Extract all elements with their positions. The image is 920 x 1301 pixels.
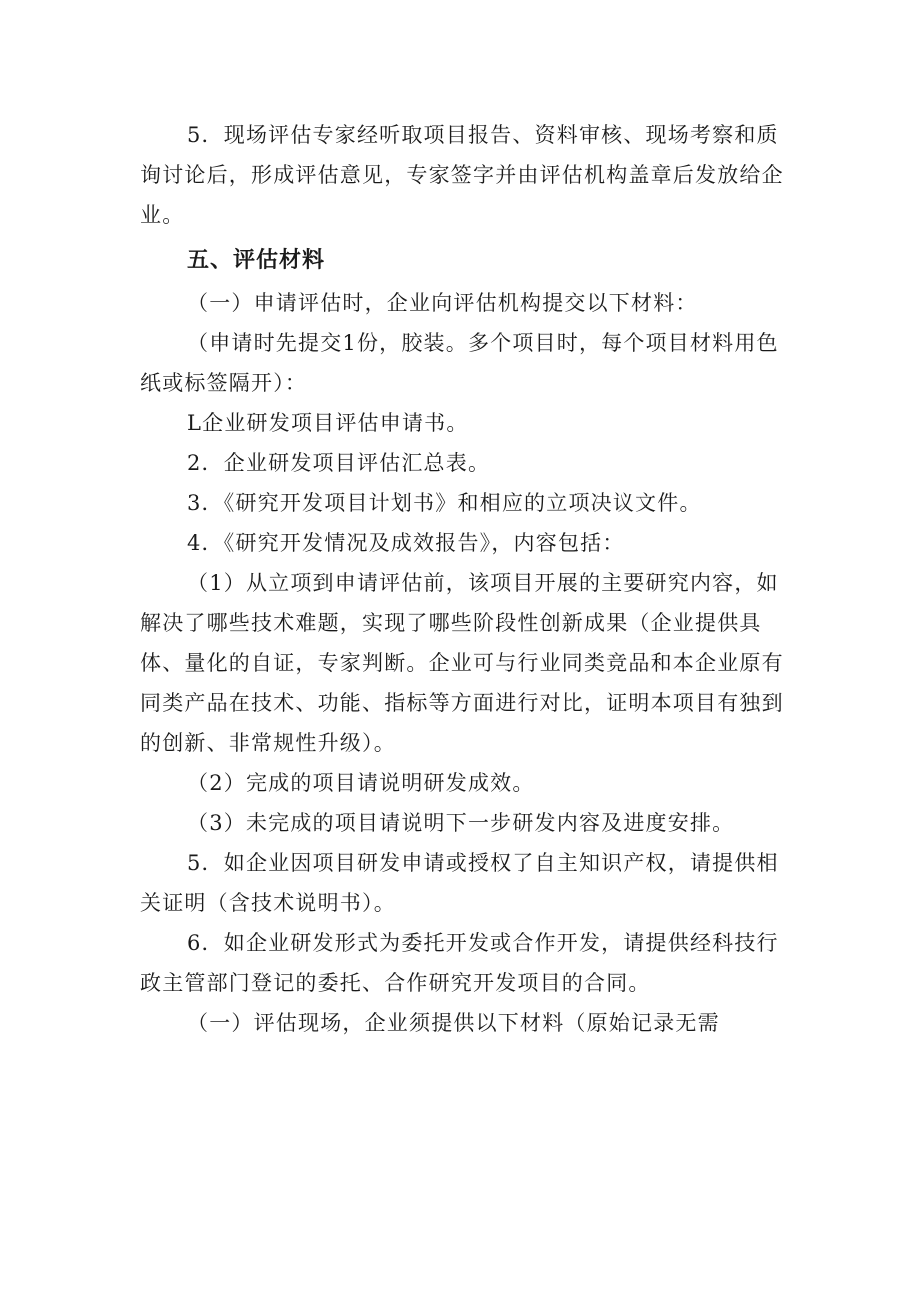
sub-item-completed-projects: （2）完成的项目请说明研发成效。: [187, 771, 535, 795]
section-heading-evaluation-materials: 五、评估材料: [187, 248, 326, 273]
list-item-application-form: L企业研发项目评估申请书。: [187, 411, 469, 435]
list-item-contract: 6．如企业研发形式为委托开发或合作开发，请提供经科技行政主管部门登记的委托、合作研究开发项目的合同。: [140, 931, 779, 995]
document-body: [140, 115, 790, 1043]
paragraph-onsite-materials: （一）评估现场，企业须提供以下材料（原始记录无需: [187, 1011, 720, 1035]
list-item-progress-report: 4．《研究开发情况及成效报告》，内容包括：: [187, 531, 625, 555]
list-item-project-plan: 3．《研究开发项目计划书》和相应的立项决议文件。: [187, 491, 702, 515]
list-item-summary-table: 2．企业研发项目评估汇总表。: [187, 451, 491, 475]
paragraph-binding-note: （申请时先提交1份，胶装。多个项目时，每个项目材料用色纸或标签隔开）：: [140, 331, 779, 395]
paragraph-submission-materials: （一）申请评估时，企业向评估机构提交以下材料：: [187, 291, 698, 315]
sub-item-incomplete-projects: （3）未完成的项目请说明下一步研发内容及进度安排。: [187, 811, 735, 835]
list-item-ip-certification: 5．如企业因项目研发申请或授权了自主知识产权，请提供相关证明（含技术说明书）。: [140, 851, 779, 915]
paragraph-5-site-evaluation: 5．现场评估专家经听取项目报告、资料审核、现场考察和质询讨论后，形成评估意见，专家签字并由评估机构盖章后发放给企业。: [140, 123, 784, 227]
sub-item-research-content: （1）从立项到申请评估前，该项目开展的主要研究内容，如解决了哪些技术难题，实现了哪些阶段性创新成果（企业提供具体、量化的自证，专家判断。企业可与行业同类竞品和本企业原有同类产品在技术、功能、指标等方面进行对比，证明本项目有独到的创新、非常规性升级）。: [140, 571, 784, 755]
